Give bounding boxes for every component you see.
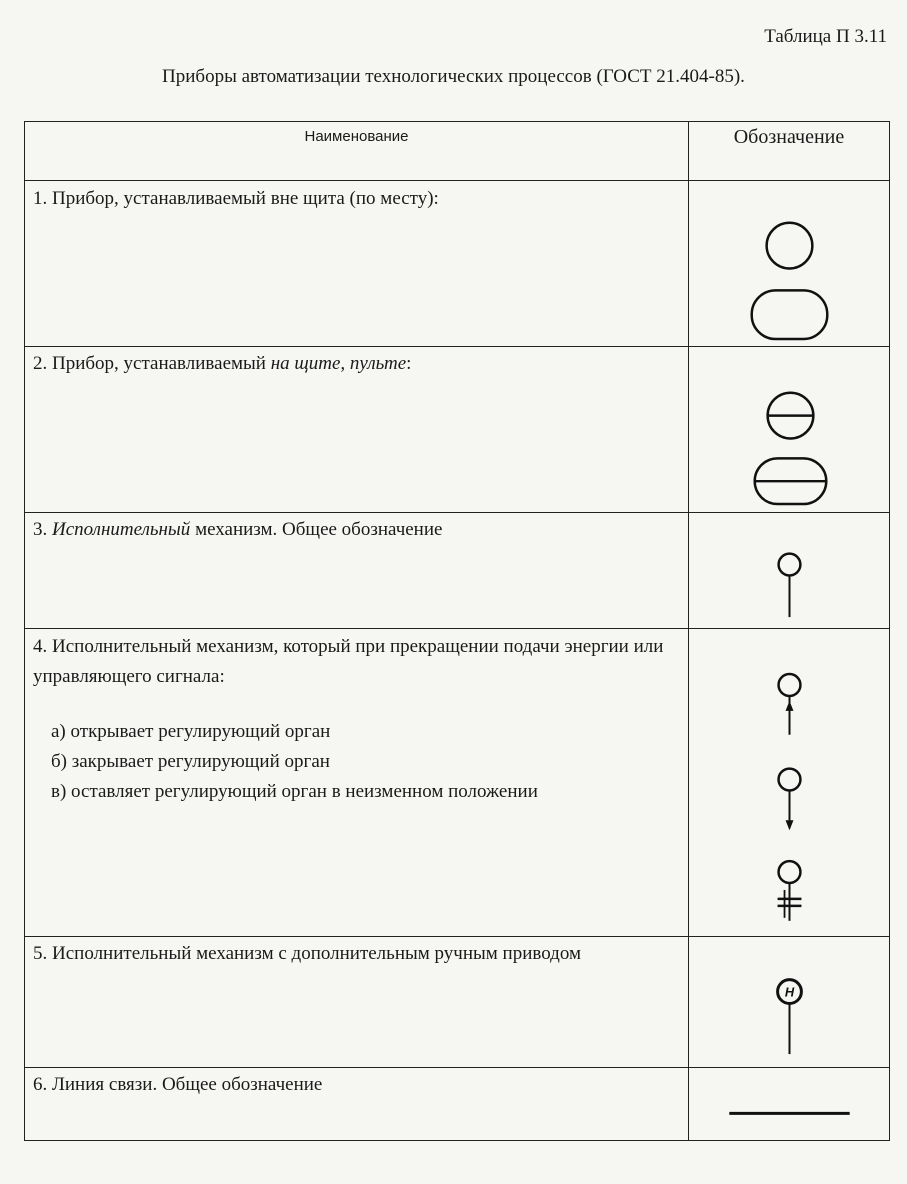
table-row-1 [25, 180, 889, 346]
row-4-item-a: а) открывает регулирующий орган [51, 721, 331, 742]
connection-line-icon [689, 1068, 889, 1142]
automation-devices-table [24, 121, 890, 1141]
circle-and-oval-with-line-icon [689, 347, 889, 512]
actuator-arrow-down-icon [779, 769, 801, 831]
row-4-item-c: в) оставляет регулирующий орган в неизменном положении [51, 781, 538, 802]
table-row-4 [25, 628, 889, 936]
table-caption: Приборы автоматизации технологических процессов (ГОСТ 21.404-85). [162, 66, 745, 87]
table-number: Таблица П 3.11 [764, 26, 887, 47]
row-4-symbols [689, 629, 889, 936]
table-header-row [25, 122, 889, 180]
column-header-symbol: Обозначение [733, 126, 845, 148]
row-4-items [33, 717, 673, 807]
row-2-text: 2. Прибор, устанавливаемый на щите, пульте: [33, 353, 412, 374]
table-row-6 [25, 1067, 889, 1142]
circle-and-oval-icon [689, 181, 889, 346]
row-5-text: 5. Исполнительный механизм с дополнительным ручным приводом [33, 943, 582, 964]
actuator-icon [689, 513, 889, 628]
column-header-name: Наименование [304, 128, 409, 145]
row-3-text: 3. Исполнительный механизм. Общее обозначение [33, 519, 443, 540]
actuator-arrow-up-icon [779, 674, 801, 735]
actuator-fixed-icon [778, 861, 802, 921]
table-row-2 [25, 346, 889, 512]
row-4-item-b: б) закрывает регулирующий орган [51, 751, 330, 772]
row-4-text: 4. Исполнительный механизм, который при прекращении подачи энергии или управляющего сигнала: [33, 636, 664, 687]
row-6-text: 6. Линия связи. Общее обозначение [33, 1074, 323, 1095]
table-row-5 [25, 936, 889, 1067]
actuator-manual-icon [689, 937, 889, 1067]
manual-drive-letter: Н [784, 984, 795, 1000]
row-1-text: 1. Прибор, устанавливаемый вне щита (по месту): [33, 188, 439, 209]
table-row-3 [25, 512, 889, 628]
